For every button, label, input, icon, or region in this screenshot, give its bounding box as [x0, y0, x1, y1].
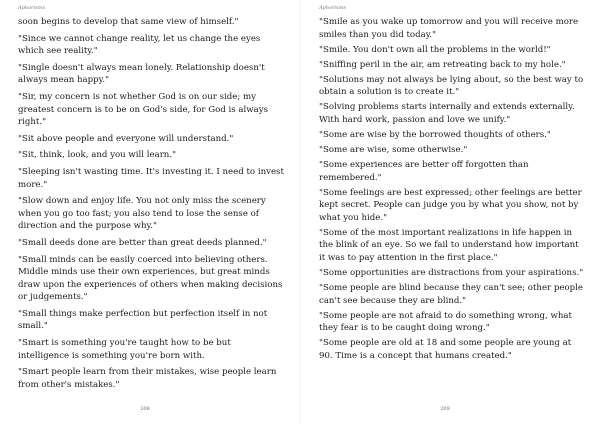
- quote: "Smart is something you're taught how to be but intelligence is something you're born with.: [18, 338, 231, 361]
- quote: soon begins to develop that same view of himself.": [18, 17, 239, 27]
- quote: "Some feelings are best expressed; other feelings are better kept secret. People can judge you by what you show, not by what you hide.": [319, 187, 582, 223]
- quote: "Some people are blind because they can't see; other people can't see because they are blind.": [319, 283, 583, 306]
- quote: "Sir, my concern is not whether God is on our side; my greatest concern is to be on God's side, for God is always right.": [18, 92, 268, 128]
- quote: "Slow down and enjoy life. You not only miss the scenery when you go too fast; you also tend to lose the sense of direction and the purpose why.": [18, 196, 266, 232]
- quote: "Solving problems starts internally and extends externally. With hard work, passion and love we unify.": [319, 102, 575, 125]
- running-header: Aphorisms: [319, 5, 346, 11]
- page-number: 208: [140, 406, 150, 412]
- left-page: [0, 0, 290, 424]
- quote: "Smile. You don't own all the problems in the world!": [319, 44, 551, 55]
- quote: "Sit, think, look, and you will learn.": [18, 150, 177, 161]
- quote: "Some people are not afraid to do something wrong, what they fear is to be caught doing wrong.": [319, 310, 572, 334]
- quote: "Sniffing peril in the air, am retreating back to my hole.": [319, 59, 566, 70]
- quote: "Some are wise by the borrowed thoughts of others.": [319, 129, 551, 140]
- quote: "Small deeds done are better than great deeds planned.": [18, 238, 267, 248]
- quote: "Small things make perfection but perfection itself in not small.": [18, 308, 268, 332]
- quote: "Some opportunities are distractions from your aspirations.": [319, 267, 584, 278]
- quote-list: [319, 16, 585, 365]
- quote: "Some of the most important realizations in life happen in the blink of an eye. So we fail to understand how important it was to pay attention in the first place.": [319, 227, 579, 263]
- quote: "Single doesn't always mean lonely. Relationship doesn't always mean happy.": [18, 62, 265, 86]
- quote: "Some are wise, some otherwise.": [319, 145, 468, 156]
- quote: "Some experiences are better off forgotten than remembered.": [319, 160, 529, 183]
- quote: "Smart people learn from their mistakes, wise people learn from other's mistakes.": [18, 367, 277, 390]
- quote: "Small minds can be easily coerced into believing others. Middle minds use their own experiences, but great minds draw upon the experiences of others when making decisions or judgements.": [18, 254, 283, 303]
- quote-list: [18, 16, 284, 395]
- quote: "Since we cannot change reality, let us change the eyes which see reality.": [18, 33, 261, 57]
- quote: "Sit above people and everyone will understand.": [18, 133, 234, 144]
- right-page: [300, 0, 590, 424]
- running-header: Aphorisms: [18, 5, 45, 11]
- page-number: 209: [440, 406, 450, 412]
- quote: "Solutions may not always be lying about, so the best way to obtain a solution is to create it.": [319, 74, 584, 98]
- quote: "Some people are old at 18 and some people are young at 90. Time is a concept that humans created.": [319, 338, 572, 361]
- quote: "Smile as you wake up tomorrow and you will receive more smiles than you did today.": [319, 17, 579, 40]
- quote: "Sleeping isn't wasting time. It's investing it. I need to invest more.": [18, 167, 284, 190]
